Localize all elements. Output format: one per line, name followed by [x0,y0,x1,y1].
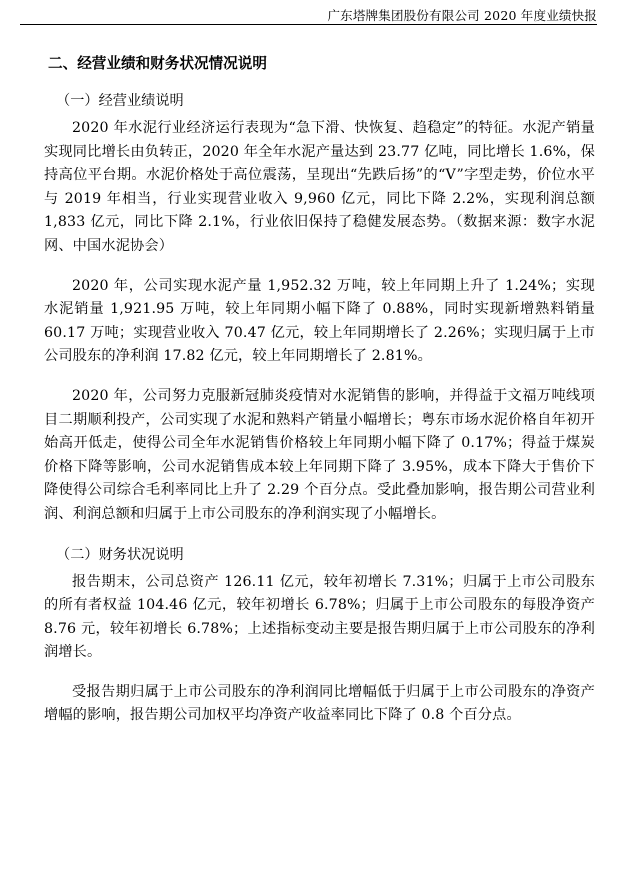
paragraph-company-results: 2020 年，公司实现水泥产量 1,952.32 万吨，较上年同期上升了 1.24%；实现水泥销量 1,921.95 万吨，较上年同期小幅下降了 0.88%，同时实现新增熟料销量 60.17 万吨；实现营业收入 70.47 亿元，较上年同期增长了 2.26%；实现归属于上市公司股东的净利润 17.82 亿元，较上年同期增长了 2.81%。 [44,277,595,365]
page-header [0,0,617,26]
paragraph-financial-position: 报告期末，公司总资产 126.11 亿元，较年初增长 7.31%；归属于上市公司股东的所有者权益 104.46 亿元，较年初增长 6.78%；归属于上市公司股东的每股净资产 8.76 元，较年初增长 6.78%；上述指标变动主要是报告期归属于上市公司股东的净利润增长。 [44,573,595,661]
paragraph-roe-change: 受报告期归属于上市公司股东的净利润同比增幅低于归属于上市公司股东的净资产增幅的影响，报告期公司加权平均净资产收益率同比下降了 0.8 个百分点。 [44,683,595,724]
subsection-title-financial-status: （二）财务状况说明 [56,546,184,563]
section-title: 二、经营业绩和财务状况情况说明 [48,55,267,72]
paragraph-results-analysis: 2020 年，公司努力克服新冠肺炎疫情对水泥销售的影响，并得益于文福万吨线项目二期顺利投产，公司实现了水泥和熟料产销量小幅增长；粤东市场水泥价格自年初开始高开低走，使得公司全年水泥销售价格较上年同期小幅下降了 0.17%；得益于煤炭价格下降等影响，公司水泥销售成本较上年同期下降了 3.95%，成本下降大于售价下降使得公司综合毛利率同比上升了 2.29 个百分点。受此叠加影响，报告期公司营业利润、利润总额和归属于上市公司股东的净利润实现了小幅增长。 [44,387,595,522]
document-body [44,52,595,728]
subsection-title-operating-results: （一）经营业绩说明 [56,93,184,109]
paragraph-industry-overview: 2020 年水泥行业经济运行表现为“急下滑、快恢复、趋稳定”的特征。水泥产销量实现同比增长由负转正，2020 年全年水泥产量达到 23.77 亿吨，同比增长 1.6%，保持高位平台期。水泥价格处于高位震荡，呈现出“先跌后扬”的“V”字型走势，价位水平与 2019 年相当，行业实现营业收入 9,960 亿元，同比下降 2.2%，实现利润总额 1,833 亿元，同比下降 2.1%，行业依旧保持了稳健发展态势。（数据来源：数字水泥网、中国水泥协会） [44,120,595,254]
header-title: 广东塔牌集团股份有限公司 2020 年度业绩快报 [327,8,597,23]
header-divider [20,24,597,25]
